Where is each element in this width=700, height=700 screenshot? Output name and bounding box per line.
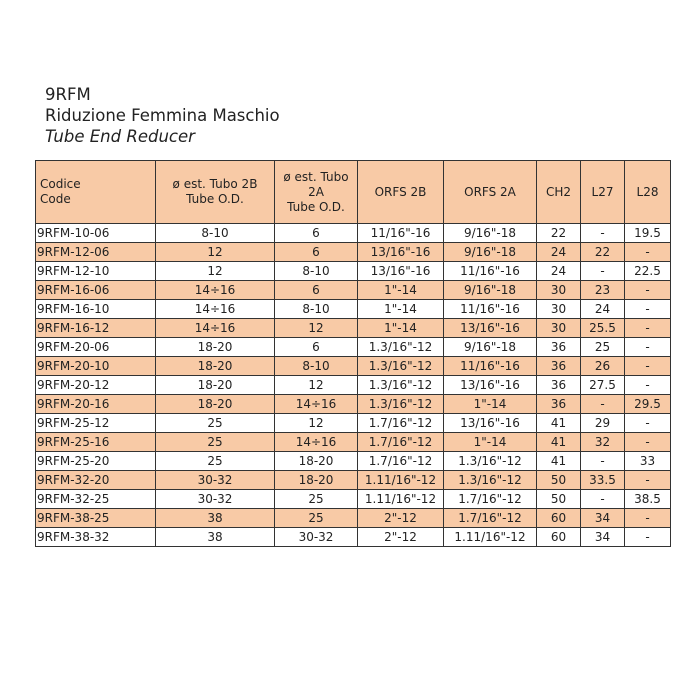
cell-tube-od-2b: 18-20 (156, 357, 275, 376)
cell-code: 9RFM-32-25 (36, 490, 156, 509)
header-l27 (581, 161, 625, 224)
cell-orfs-2b: 1.3/16"-12 (358, 338, 444, 357)
cell-l27: 32 (581, 433, 625, 452)
header-ch2 (537, 161, 581, 224)
cell-l27: - (581, 395, 625, 414)
cell-l27: - (581, 262, 625, 281)
cell-code: 9RFM-20-06 (36, 338, 156, 357)
cell-l28: - (625, 528, 671, 547)
table-header-row (36, 161, 671, 224)
cell-tube-od-2b: 25 (156, 433, 275, 452)
cell-tube-od-2b: 38 (156, 509, 275, 528)
cell-l27: 29 (581, 414, 625, 433)
header-code (36, 161, 156, 224)
cell-code: 9RFM-38-32 (36, 528, 156, 547)
header-l28 (625, 161, 671, 224)
cell-tube-od-2b: 8-10 (156, 224, 275, 243)
cell-code: 9RFM-20-16 (36, 395, 156, 414)
cell-orfs-2a: 1.7/16"-12 (444, 509, 537, 528)
header-orfs-2b (358, 161, 444, 224)
cell-orfs-2b: 1.3/16"-12 (358, 376, 444, 395)
cell-code: 9RFM-16-10 (36, 300, 156, 319)
cell-tube-od-2b: 25 (156, 452, 275, 471)
cell-orfs-2a: 1"-14 (444, 433, 537, 452)
cell-l28: - (625, 433, 671, 452)
cell-tube-od-2a: 25 (275, 490, 358, 509)
cell-l28: - (625, 338, 671, 357)
cell-tube-od-2a: 8-10 (275, 357, 358, 376)
cell-l28: - (625, 376, 671, 395)
cell-l27: - (581, 452, 625, 471)
header-line: Tube O.D. (287, 199, 345, 214)
cell-tube-od-2a: 6 (275, 224, 358, 243)
cell-orfs-2b: 1.11/16"-12 (358, 471, 444, 490)
cell-l28: 33 (625, 452, 671, 471)
cell-tube-od-2a: 30-32 (275, 528, 358, 547)
cell-code: 9RFM-10-06 (36, 224, 156, 243)
table-row (36, 490, 671, 509)
cell-orfs-2a: 13/16"-16 (444, 414, 537, 433)
cell-code: 9RFM-12-06 (36, 243, 156, 262)
cell-tube-od-2b: 12 (156, 243, 275, 262)
cell-tube-od-2a: 8-10 (275, 262, 358, 281)
table-row (36, 338, 671, 357)
specification-table (35, 160, 671, 547)
cell-tube-od-2a: 14÷16 (275, 433, 358, 452)
header-line: ORFS 2A (464, 184, 516, 199)
header-line: Tube O.D. (186, 192, 244, 206)
cell-tube-od-2a: 6 (275, 281, 358, 300)
cell-code: 9RFM-16-06 (36, 281, 156, 300)
cell-orfs-2a: 1.3/16"-12 (444, 452, 537, 471)
cell-orfs-2a: 9/16"-18 (444, 243, 537, 262)
table-row (36, 243, 671, 262)
cell-l27: 34 (581, 528, 625, 547)
cell-l27: 34 (581, 509, 625, 528)
cell-ch2: 60 (537, 509, 581, 528)
table-body (36, 224, 671, 547)
cell-orfs-2b: 1.7/16"-12 (358, 433, 444, 452)
cell-orfs-2b: 1"-14 (358, 281, 444, 300)
table-row (36, 414, 671, 433)
cell-code: 9RFM-25-12 (36, 414, 156, 433)
catalog-heading (45, 84, 280, 147)
cell-orfs-2b: 2"-12 (358, 528, 444, 547)
table-row (36, 433, 671, 452)
cell-l28: - (625, 300, 671, 319)
cell-tube-od-2b: 14÷16 (156, 319, 275, 338)
cell-orfs-2b: 1"-14 (358, 300, 444, 319)
cell-l28: 22.5 (625, 262, 671, 281)
product-subtitle-italian: Riduzione Femmina Maschio (45, 106, 280, 125)
cell-tube-od-2a: 18-20 (275, 452, 358, 471)
cell-orfs-2b: 13/16"-16 (358, 262, 444, 281)
table-row (36, 224, 671, 243)
table-row (36, 395, 671, 414)
cell-orfs-2a: 1.7/16"-12 (444, 490, 537, 509)
cell-orfs-2a: 11/16"-16 (444, 262, 537, 281)
cell-l27: 24 (581, 300, 625, 319)
cell-tube-od-2a: 18-20 (275, 471, 358, 490)
cell-ch2: 36 (537, 376, 581, 395)
cell-tube-od-2a: 25 (275, 509, 358, 528)
cell-orfs-2b: 1"-14 (358, 319, 444, 338)
table-row (36, 471, 671, 490)
cell-tube-od-2a: 6 (275, 243, 358, 262)
cell-ch2: 36 (537, 338, 581, 357)
cell-ch2: 41 (537, 414, 581, 433)
cell-tube-od-2a: 12 (275, 414, 358, 433)
cell-tube-od-2a: 12 (275, 376, 358, 395)
cell-code: 9RFM-38-25 (36, 509, 156, 528)
cell-tube-od-2a: 14÷16 (275, 395, 358, 414)
cell-l27: 26 (581, 357, 625, 376)
cell-ch2: 24 (537, 262, 581, 281)
cell-ch2: 30 (537, 281, 581, 300)
table-row (36, 262, 671, 281)
cell-tube-od-2a: 8-10 (275, 300, 358, 319)
cell-tube-od-2b: 18-20 (156, 338, 275, 357)
table-row (36, 528, 671, 547)
cell-l28: 38.5 (625, 490, 671, 509)
cell-orfs-2a: 9/16"-18 (444, 281, 537, 300)
cell-ch2: 22 (537, 224, 581, 243)
cell-l27: 27.5 (581, 376, 625, 395)
table-row (36, 376, 671, 395)
cell-l28: - (625, 243, 671, 262)
cell-orfs-2b: 1.3/16"-12 (358, 357, 444, 376)
cell-code: 9RFM-25-20 (36, 452, 156, 471)
cell-tube-od-2b: 18-20 (156, 395, 275, 414)
cell-code: 9RFM-32-20 (36, 471, 156, 490)
product-title: 9RFM (45, 85, 91, 104)
cell-l27: 25 (581, 338, 625, 357)
cell-tube-od-2b: 38 (156, 528, 275, 547)
cell-ch2: 60 (537, 528, 581, 547)
cell-ch2: 41 (537, 433, 581, 452)
cell-tube-od-2b: 14÷16 (156, 300, 275, 319)
cell-l27: 22 (581, 243, 625, 262)
header-line: L27 (591, 184, 614, 199)
cell-tube-od-2b: 30-32 (156, 490, 275, 509)
cell-l27: 25.5 (581, 319, 625, 338)
cell-orfs-2a: 1"-14 (444, 395, 537, 414)
cell-l27: - (581, 224, 625, 243)
cell-orfs-2b: 1.7/16"-12 (358, 414, 444, 433)
cell-orfs-2a: 1.11/16"-12 (444, 528, 537, 547)
cell-tube-od-2b: 25 (156, 414, 275, 433)
cell-l28: - (625, 281, 671, 300)
cell-l28: - (625, 357, 671, 376)
cell-tube-od-2b: 14÷16 (156, 281, 275, 300)
header-line: L28 (636, 184, 659, 199)
cell-code: 9RFM-12-10 (36, 262, 156, 281)
cell-l27: 33.5 (581, 471, 625, 490)
table-row (36, 452, 671, 471)
cell-l28: - (625, 509, 671, 528)
cell-orfs-2a: 1.3/16"-12 (444, 471, 537, 490)
cell-orfs-2a: 13/16"-16 (444, 319, 537, 338)
cell-tube-od-2b: 30-32 (156, 471, 275, 490)
cell-orfs-2b: 2"-12 (358, 509, 444, 528)
cell-ch2: 36 (537, 395, 581, 414)
cell-orfs-2b: 11/16"-16 (358, 224, 444, 243)
cell-l28: - (625, 319, 671, 338)
header-line: ø est. Tubo (283, 169, 349, 184)
cell-l27: 23 (581, 281, 625, 300)
cell-orfs-2b: 1.7/16"-12 (358, 452, 444, 471)
cell-orfs-2a: 9/16"-18 (444, 224, 537, 243)
cell-orfs-2a: 11/16"-16 (444, 357, 537, 376)
table-row (36, 319, 671, 338)
table-row (36, 509, 671, 528)
header-tube-od-2a (275, 161, 358, 224)
cell-orfs-2a: 9/16"-18 (444, 338, 537, 357)
cell-tube-od-2b: 18-20 (156, 376, 275, 395)
cell-l28: 19.5 (625, 224, 671, 243)
header-line: Codice (40, 177, 81, 191)
header-line: 2A (308, 184, 324, 199)
cell-code: 9RFM-20-10 (36, 357, 156, 376)
cell-tube-od-2a: 12 (275, 319, 358, 338)
cell-ch2: 50 (537, 490, 581, 509)
cell-ch2: 30 (537, 319, 581, 338)
cell-ch2: 36 (537, 357, 581, 376)
table-row (36, 300, 671, 319)
header-line: ø est. Tubo 2B (172, 177, 258, 191)
cell-l27: - (581, 490, 625, 509)
cell-ch2: 41 (537, 452, 581, 471)
cell-orfs-2b: 1.3/16"-12 (358, 395, 444, 414)
cell-code: 9RFM-16-12 (36, 319, 156, 338)
header-orfs-2a (444, 161, 537, 224)
cell-l28: - (625, 471, 671, 490)
cell-tube-od-2b: 12 (156, 262, 275, 281)
table-row (36, 281, 671, 300)
header-line: ORFS 2B (374, 184, 427, 199)
cell-ch2: 24 (537, 243, 581, 262)
cell-orfs-2b: 1.11/16"-12 (358, 490, 444, 509)
cell-l28: - (625, 414, 671, 433)
cell-ch2: 30 (537, 300, 581, 319)
cell-orfs-2a: 13/16"-16 (444, 376, 537, 395)
header-tube-od-2b (156, 161, 275, 224)
cell-code: 9RFM-25-16 (36, 433, 156, 452)
header-line: Code (40, 192, 71, 206)
cell-tube-od-2a: 6 (275, 338, 358, 357)
header-line: CH2 (545, 184, 572, 199)
cell-l28: 29.5 (625, 395, 671, 414)
cell-orfs-2b: 13/16"-16 (358, 243, 444, 262)
table-row (36, 357, 671, 376)
cell-orfs-2a: 11/16"-16 (444, 300, 537, 319)
product-subtitle-english: Tube End Reducer (45, 127, 195, 146)
cell-code: 9RFM-20-12 (36, 376, 156, 395)
cell-ch2: 50 (537, 471, 581, 490)
